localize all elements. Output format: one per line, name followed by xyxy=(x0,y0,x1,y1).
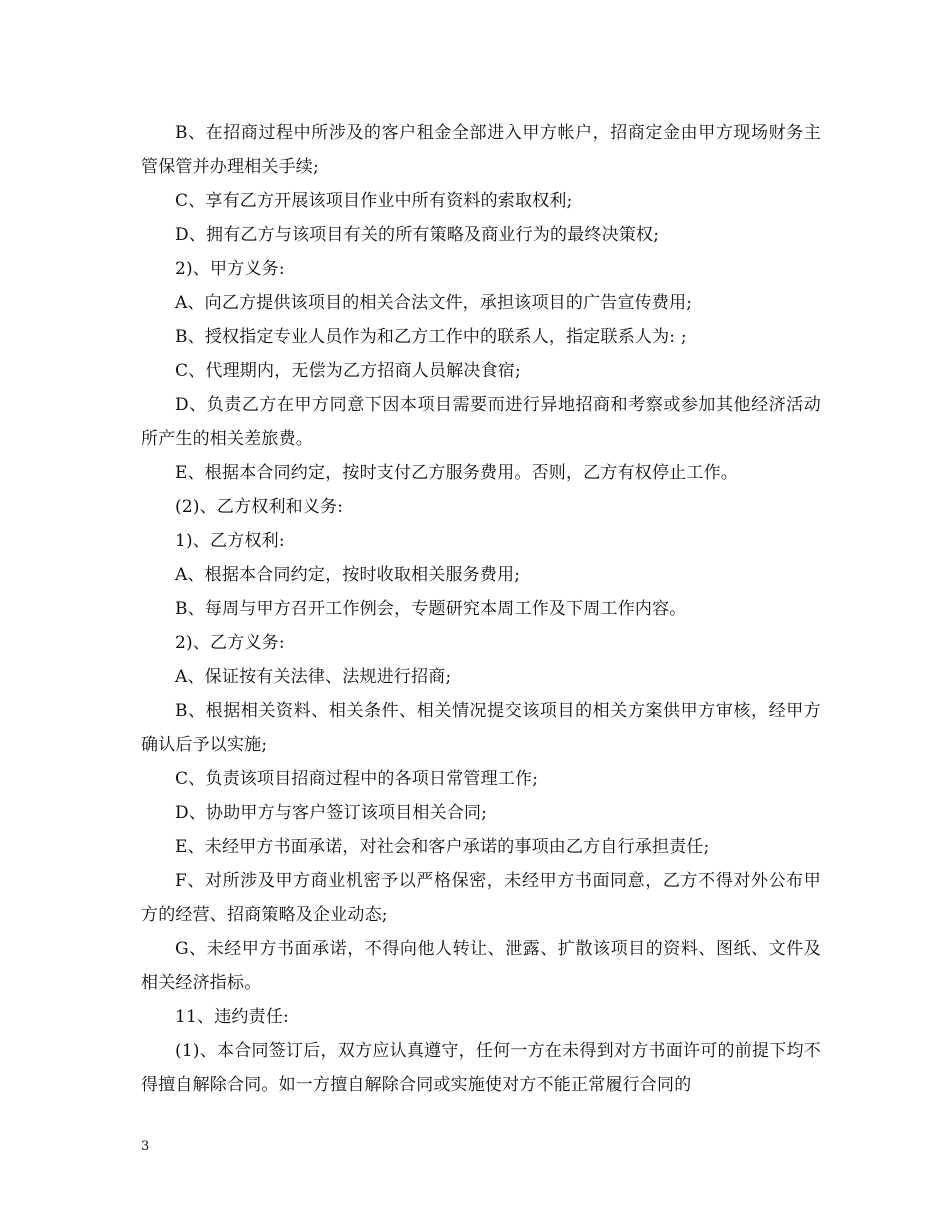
paragraph: D、协助甲方与客户签订该项目相关合同; xyxy=(175,803,488,823)
paragraph: F、对所涉及甲方商业机密予以严格保密，未经甲方书面同意，乙方不得对外公布甲方的经营、招商策略及企业动态; xyxy=(141,871,821,925)
paragraph: B、每周与甲方召开工作例会，专题研究本周工作及下周工作内容。 xyxy=(175,599,687,619)
document-body xyxy=(141,116,821,1102)
section-heading: 11、违约责任: xyxy=(175,1007,289,1027)
paragraph: A、根据本合同约定，按时收取相关服务费用; xyxy=(175,565,521,585)
paragraph: C、享有乙方开展该项目作业中所有资料的索取权利; xyxy=(175,191,573,211)
paragraph: G、未经甲方书面承诺，不得向他人转让、泄露、扩散该项目的资料、图纸、文件及相关经济指标。 xyxy=(141,939,821,993)
page-number: 3 xyxy=(141,1139,150,1154)
section-heading: (2)、乙方权利和义务: xyxy=(175,497,344,517)
paragraph: C、代理期内，无偿为乙方招商人员解决食宿; xyxy=(175,361,521,381)
paragraph: (1)、本合同签订后，双方应认真遵守，任何一方在未得到对方书面许可的前提下均不得擅自解除合同。如一方擅自解除合同或实施使对方不能正常履行合同的 xyxy=(141,1041,821,1095)
paragraph: E、未经甲方书面承诺，对社会和客户承诺的事项由乙方自行承担责任; xyxy=(175,837,710,857)
section-heading: 1)、乙方权利: xyxy=(175,531,285,551)
paragraph: A、向乙方提供该项目的相关合法文件，承担该项目的广告宣传费用; xyxy=(175,293,693,313)
paragraph: D、负责乙方在甲方同意下因本项目需要而进行异地招商和考察或参加其他经济活动所产生的相关差旅费。 xyxy=(141,395,821,449)
section-heading: 2)、乙方义务: xyxy=(175,633,285,653)
paragraph: B、授权指定专业人员作为和乙方工作中的联系人，指定联系人为: ; xyxy=(175,327,687,347)
paragraph: B、根据相关资料、相关条件、相关情况提交该项目的相关方案供甲方审核，经甲方确认后予以实施; xyxy=(141,701,821,755)
section-heading: 2)、甲方义务: xyxy=(175,259,285,279)
paragraph: B、在招商过程中所涉及的客户租金全部进入甲方帐户，招商定金由甲方现场财务主管保管并办理相关手续; xyxy=(141,123,821,177)
paragraph: C、负责该项目招商过程中的各项日常管理工作; xyxy=(175,769,539,789)
paragraph: E、根据本合同约定，按时支付乙方服务费用。否则，乙方有权停止工作。 xyxy=(175,463,739,483)
paragraph: D、拥有乙方与该项目有关的所有策略及商业行为的最终决策权; xyxy=(175,225,660,245)
paragraph: A、保证按有关法律、法规进行招商; xyxy=(175,667,452,687)
